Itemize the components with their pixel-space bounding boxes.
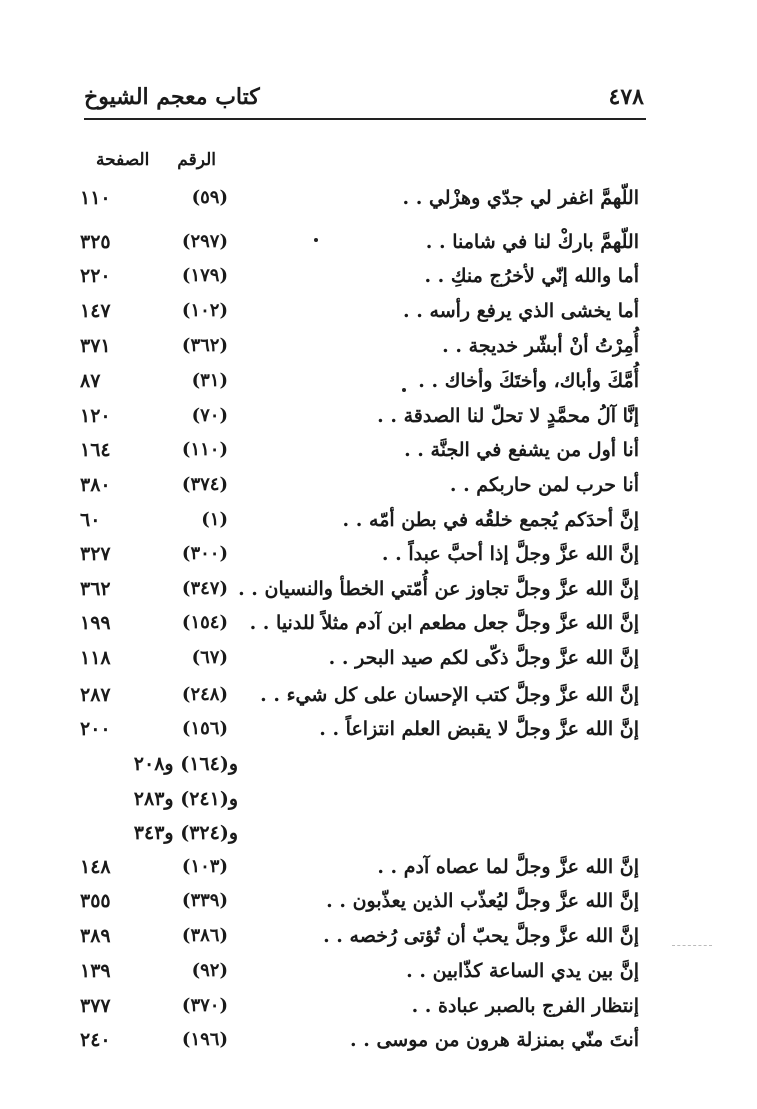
- hadith-text: إنَّ الله عزَّ وجلَّ كتب الإحسان على كل شيء . .: [260, 684, 639, 706]
- index-row: [0, 993, 757, 1027]
- page-ref: ٣٧١: [80, 335, 111, 357]
- hadith-text: إنَّ أحدَكم يُجمع خلقُه في بطن أمّه . .: [342, 509, 639, 531]
- index-row: [0, 185, 757, 219]
- hadith-text: إنَّ الله عزَّ وجلَّ إذا أحبَّ عبداً . .: [381, 543, 639, 565]
- hadith-text: اللّهمَّ اغفر لي جدّي وهزْلي . .: [402, 187, 639, 209]
- continuation-row: [0, 820, 757, 854]
- index-row: [0, 437, 757, 471]
- hadith-number: (١٠٢): [181, 300, 228, 321]
- hadith-text: أنا حرب لمن حاربكم . .: [449, 474, 639, 496]
- index-row: [0, 1027, 757, 1061]
- page-ref: ١٩٩: [80, 612, 111, 634]
- index-row: [0, 716, 757, 750]
- hadith-text: إنَّ الله عزَّ وجلَّ تجاوز عن أُمّتي الخطأ والنسيان . .: [238, 578, 639, 600]
- index-row: [0, 541, 757, 575]
- hadith-number: (٩٢): [191, 960, 228, 981]
- index-row: [0, 854, 757, 888]
- index-row: [0, 576, 757, 610]
- page-ref: ٣٨٠: [80, 474, 111, 496]
- hadith-text: إنَّ الله عزَّ وجلَّ لما عصاه آدم . .: [377, 856, 639, 878]
- hadith-number: (١٠٣): [181, 856, 228, 877]
- page-ref: ٣٨٩: [80, 925, 111, 947]
- index-row: [0, 923, 757, 957]
- index-row: [0, 333, 757, 367]
- index-row: [0, 263, 757, 297]
- hadith-number: (٣٨٦): [181, 925, 228, 946]
- page-ref: ٣٢٥: [80, 231, 111, 253]
- hadith-number: (١): [201, 509, 228, 530]
- hadith-text: إنَّ الله عزَّ وجلَّ يحبّ أن تُؤتى رُخصه . .: [323, 925, 639, 947]
- hadith-text: أما يخشى الذي يرفع رأسه . .: [403, 300, 639, 322]
- hadith-number: (٣٧٠): [181, 995, 228, 1016]
- hadith-text: أنتَ منّي بمنزلة هرون من موسى . .: [350, 1029, 639, 1051]
- hadith-number: (٦٧): [191, 647, 228, 668]
- hadith-number: (١٥٦): [181, 718, 228, 739]
- hadith-text: إنَّ الله عزَّ وجلَّ ليُعذّب الذين يعذّبون . .: [326, 890, 639, 912]
- continuation-ref: و(٢٤١) و٢٨٣: [133, 788, 238, 810]
- page-ref: ١١٨: [80, 647, 111, 669]
- margin-mark: [672, 945, 712, 946]
- page-ref: ٨٧: [80, 370, 101, 392]
- print-speck: [314, 238, 318, 242]
- hadith-number: (١١٠): [181, 439, 228, 460]
- column-header-number: الرقم: [177, 150, 216, 170]
- column-header-page: الصفحة: [96, 150, 150, 170]
- index-row: [0, 682, 757, 716]
- page-ref: ٣٢٧: [80, 543, 111, 565]
- hadith-number: (٢٤٨): [181, 684, 228, 705]
- hadith-number: (٣٧٤): [181, 474, 228, 495]
- page-ref: ١٤٧: [80, 300, 111, 322]
- hadith-text: إنَّا آلُ محمَّدٍ لا تحلّ لنا الصدقة . .: [377, 405, 639, 427]
- index-row: [0, 507, 757, 541]
- hadith-number: (١٧٩): [181, 265, 228, 286]
- page-ref: ١٦٤: [80, 439, 111, 461]
- hadith-text: إنَّ الله عزَّ وجلَّ جعل مطعم ابن آدم مثلاً للدنيا . .: [249, 612, 639, 634]
- page-ref: ١١٠: [80, 187, 111, 209]
- page-number: ٤٧٨: [608, 84, 644, 110]
- hadith-number: (٢٩٧): [181, 231, 228, 252]
- continuation-ref: و(١٦٤) و٢٠٨: [133, 753, 238, 775]
- page-ref: ٦٠: [80, 509, 101, 531]
- index-row: [0, 958, 757, 992]
- index-row: [0, 472, 757, 506]
- hadith-number: (١٩٦): [181, 1029, 228, 1050]
- hadith-number: (٣٤٧): [181, 578, 228, 599]
- page-ref: ٣٦٢: [80, 578, 111, 600]
- page-ref: ٢٨٧: [80, 684, 111, 706]
- hadith-text: اللّهمَّ باركْ لنا في شامنا . .: [425, 231, 639, 253]
- hadith-number: (٣١): [191, 370, 228, 391]
- index-row: [0, 403, 757, 437]
- index-row: [0, 645, 757, 679]
- hadith-text: أنا أول من يشفع في الجنَّة . .: [404, 439, 639, 461]
- index-row: [0, 888, 757, 922]
- continuation-ref: و(٣٢٤) و٣٤٣: [133, 822, 238, 844]
- hadith-number: (٥٩): [191, 187, 228, 208]
- hadith-number: (٣٦٢): [181, 335, 228, 356]
- page-ref: ١٢٠: [80, 405, 111, 427]
- hadith-text: أما والله إنّي لأخرُج منكِ . .: [424, 265, 639, 287]
- hadith-text: إنَّ بين يدي الساعة كذّابين . .: [406, 960, 639, 982]
- hadith-text: إنَّ الله عزَّ وجلَّ لا يقبض العلم انتزاعاً . .: [319, 718, 639, 740]
- book-title: كتاب معجم الشيوخ: [84, 84, 260, 110]
- page-ref: ٢٤٠: [80, 1029, 111, 1051]
- page-ref: ٢٢٠: [80, 265, 111, 287]
- hadith-number: (١٥٤): [181, 612, 228, 633]
- hadith-number: (٣٠٠): [181, 543, 228, 564]
- hadith-text: أُمَّكَ وأباك، وأختَكَ وأخاك . .: [418, 370, 639, 392]
- hadith-number: (٣٣٩): [181, 890, 228, 911]
- continuation-row: [0, 751, 757, 785]
- page-ref: ١٣٩: [80, 960, 111, 982]
- index-row: [0, 298, 757, 332]
- hadith-text: إنَّ الله عزَّ وجلَّ ذكّى لكم صيد البحر . .: [328, 647, 639, 669]
- page-ref: ٢٠٠: [80, 718, 111, 740]
- hadith-text: أُمِرْتُ أنْ أبشّر خديجة . .: [442, 335, 639, 357]
- hadith-text: إنتظار الفرج بالصبر عبادة . .: [411, 995, 639, 1017]
- print-speck: [402, 388, 406, 392]
- index-row: [0, 229, 757, 263]
- page-ref: ٣٧٧: [80, 995, 111, 1017]
- hadith-number: (٧٠): [191, 405, 228, 426]
- page-ref: ١٤٨: [80, 856, 111, 878]
- index-row: [0, 610, 757, 644]
- continuation-row: [0, 786, 757, 820]
- page-ref: ٣٥٥: [80, 890, 111, 912]
- index-row: [0, 368, 757, 402]
